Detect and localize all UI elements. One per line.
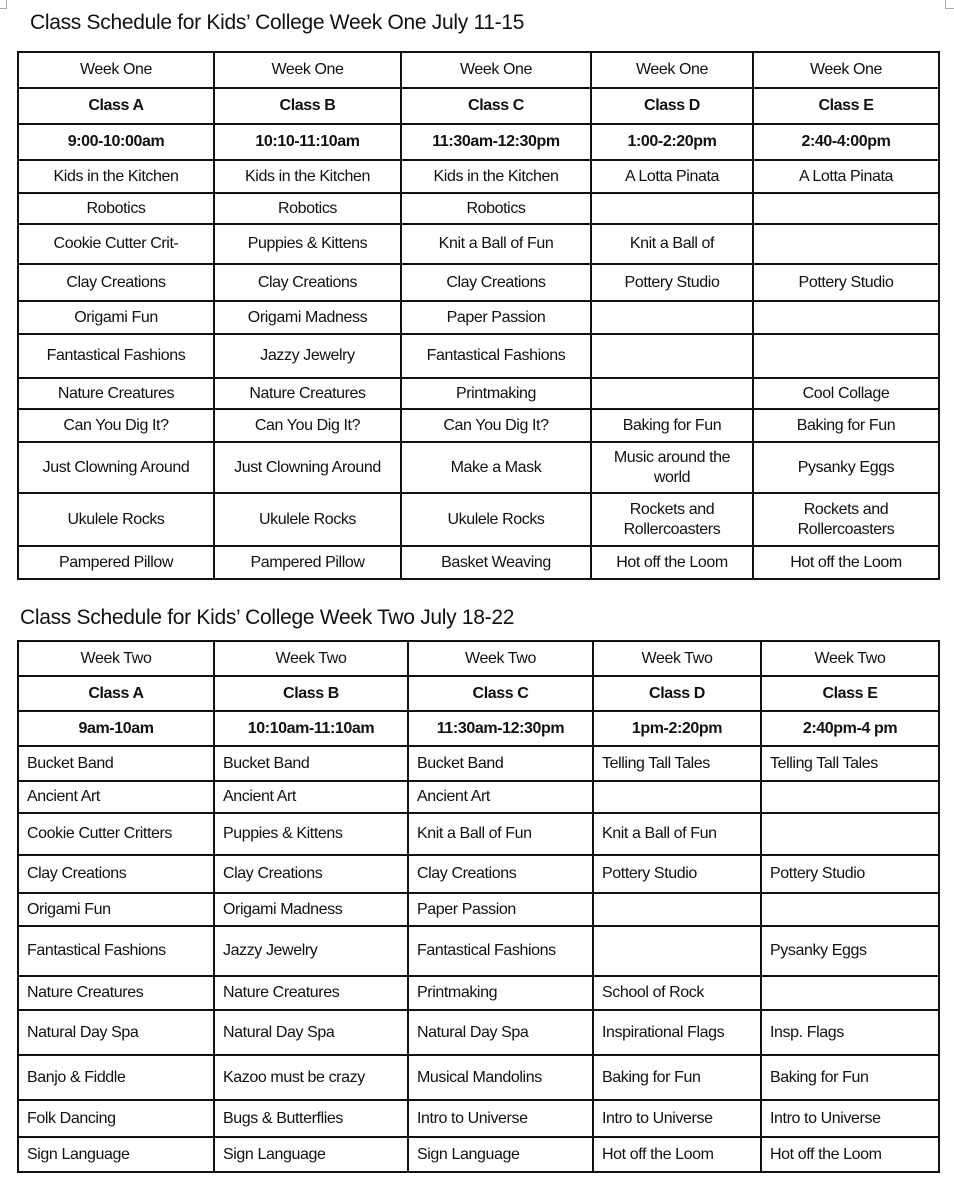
class-cell (761, 893, 939, 926)
week-one-class-rows (18, 160, 939, 579)
table-row (18, 1055, 939, 1100)
class-cell: Ukulele Rocks (18, 493, 214, 546)
class-cell: Clay Creations (18, 264, 214, 301)
week-label-cell: Week Two (214, 641, 408, 676)
class-cell: Origami Fun (18, 893, 214, 926)
class-cell: Can You Dig It? (214, 409, 401, 442)
class-cell: Kazoo must be crazy (214, 1055, 408, 1100)
class-cell: Paper Passion (408, 893, 593, 926)
class-label-cell: Class A (18, 676, 214, 711)
class-cell: Clay Creations (214, 855, 408, 893)
class-cell: Paper Passion (401, 301, 591, 334)
class-cell: Pottery Studio (591, 264, 753, 301)
class-cell: A Lotta Pinata (753, 160, 939, 193)
table-row (18, 976, 939, 1010)
class-cell: Clay Creations (214, 264, 401, 301)
crop-mark-left (0, 0, 7, 9)
table-row (18, 493, 939, 546)
class-cell: Cool Collage (753, 378, 939, 409)
class-cell: Puppies & Kittens (214, 224, 401, 264)
class-cell: Ukulele Rocks (214, 493, 401, 546)
class-cell: Kids in the Kitchen (401, 160, 591, 193)
week-label-cell: Week Two (761, 641, 939, 676)
class-cell: Intro to Universe (761, 1100, 939, 1137)
crop-mark-right (945, 0, 954, 9)
class-cell: Pysanky Eggs (761, 926, 939, 976)
class-cell: Natural Day Spa (18, 1010, 214, 1055)
class-label-cell: Class E (761, 676, 939, 711)
class-cell: Natural Day Spa (408, 1010, 593, 1055)
class-cell: Fantastical Fashions (18, 334, 214, 378)
class-label-cell: Class E (753, 88, 939, 124)
class-cell (761, 976, 939, 1010)
week-label-cell: Week Two (593, 641, 761, 676)
week-label-cell: Week One (753, 52, 939, 88)
class-cell: Origami Madness (214, 301, 401, 334)
class-cell (591, 334, 753, 378)
table-row (18, 781, 939, 813)
class-label-cell: Class A (18, 88, 214, 124)
class-cell: Robotics (214, 193, 401, 224)
class-cell: Nature Creatures (214, 976, 408, 1010)
class-cell: Printmaking (408, 976, 593, 1010)
time-slot-cell: 1:00-2:20pm (591, 124, 753, 160)
class-cell: Intro to Universe (593, 1100, 761, 1137)
table-row (18, 855, 939, 893)
class-cell (591, 193, 753, 224)
time-slot-cell: 9:00-10:00am (18, 124, 214, 160)
class-cell: Telling Tall Tales (761, 746, 939, 781)
class-cell (753, 224, 939, 264)
class-cell: Knit a Ball of (591, 224, 753, 264)
time-slot-cell: 1pm-2:20pm (593, 711, 761, 746)
class-cell: Kids in the Kitchen (214, 160, 401, 193)
class-label-cell: Class B (214, 88, 401, 124)
class-cell: Pottery Studio (593, 855, 761, 893)
week-label-cell: Week One (401, 52, 591, 88)
class-label-cell: Class D (591, 88, 753, 124)
week-label-cell: Week One (591, 52, 753, 88)
class-cell: Jazzy Jewelry (214, 334, 401, 378)
time-slot-cell: 2:40pm-4 pm (761, 711, 939, 746)
class-cell: Nature Creatures (214, 378, 401, 409)
class-cell: Nature Creatures (18, 378, 214, 409)
table-row (18, 193, 939, 224)
week-two-class-rows (18, 746, 939, 1172)
class-cell: Robotics (401, 193, 591, 224)
table-row (18, 926, 939, 976)
class-cell: School of Rock (593, 976, 761, 1010)
week-label-row (18, 52, 939, 88)
class-cell: Hot off the Loom (761, 1137, 939, 1172)
class-cell: Bugs & Butterflies (214, 1100, 408, 1137)
class-cell: Sign Language (18, 1137, 214, 1172)
class-cell: Baking for Fun (761, 1055, 939, 1100)
table-row (18, 1010, 939, 1055)
class-cell: Bucket Band (18, 746, 214, 781)
class-cell (753, 301, 939, 334)
week-label-cell: Week Two (18, 641, 214, 676)
class-cell: Just Clowning Around (18, 442, 214, 493)
table-row (18, 378, 939, 409)
class-label-cell: Class D (593, 676, 761, 711)
class-cell: Folk Dancing (18, 1100, 214, 1137)
class-label-row (18, 88, 939, 124)
class-cell: Origami Fun (18, 301, 214, 334)
time-slot-cell: 11:30am-12:30pm (401, 124, 591, 160)
class-cell: Pampered Pillow (214, 546, 401, 579)
class-cell (753, 193, 939, 224)
class-cell: Jazzy Jewelry (214, 926, 408, 976)
class-cell: Can You Dig It? (18, 409, 214, 442)
class-cell: Rockets and Rollercoasters (753, 493, 939, 546)
class-cell: Make a Mask (401, 442, 591, 493)
class-cell: Just Clowning Around (214, 442, 401, 493)
class-label-row (18, 676, 939, 711)
class-cell: Fantastical Fashions (408, 926, 593, 976)
table-row (18, 301, 939, 334)
class-cell: Rockets and Rollercoasters (591, 493, 753, 546)
class-cell (591, 378, 753, 409)
week-two-title: Class Schedule for Kids’ College Week Two July 18-22 (20, 606, 515, 629)
class-cell: Baking for Fun (753, 409, 939, 442)
week-label-cell: Week One (214, 52, 401, 88)
class-cell: Pampered Pillow (18, 546, 214, 579)
week-label-cell: Week Two (408, 641, 593, 676)
class-cell: Printmaking (401, 378, 591, 409)
class-cell: Sign Language (408, 1137, 593, 1172)
class-cell: Clay Creations (401, 264, 591, 301)
class-cell: Kids in the Kitchen (18, 160, 214, 193)
class-cell: Natural Day Spa (214, 1010, 408, 1055)
table-row (18, 546, 939, 579)
class-cell: Ancient Art (214, 781, 408, 813)
class-cell: Fantastical Fashions (401, 334, 591, 378)
class-cell (593, 781, 761, 813)
class-cell: Puppies & Kittens (214, 813, 408, 855)
week-one-schedule-table (17, 51, 940, 580)
class-cell: Knit a Ball of Fun (408, 813, 593, 855)
class-cell: Knit a Ball of Fun (593, 813, 761, 855)
class-cell: Fantastical Fashions (18, 926, 214, 976)
class-label-cell: Class C (408, 676, 593, 711)
table-row (18, 334, 939, 378)
class-cell: Nature Creatures (18, 976, 214, 1010)
class-cell: Music around the world (591, 442, 753, 493)
class-cell: Intro to Universe (408, 1100, 593, 1137)
class-cell: A Lotta Pinata (591, 160, 753, 193)
time-slot-cell: 9am-10am (18, 711, 214, 746)
week-label-cell: Week One (18, 52, 214, 88)
table-row (18, 224, 939, 264)
class-cell: Ancient Art (18, 781, 214, 813)
class-cell: Banjo & Fiddle (18, 1055, 214, 1100)
class-cell (591, 301, 753, 334)
class-cell: Origami Madness (214, 893, 408, 926)
table-row (18, 160, 939, 193)
class-cell (593, 893, 761, 926)
week-two-schedule-table (17, 640, 940, 1173)
table-row (18, 893, 939, 926)
table-row (18, 1137, 939, 1172)
table-row (18, 264, 939, 301)
class-cell: Insp. Flags (761, 1010, 939, 1055)
table-row (18, 409, 939, 442)
class-label-cell: Class B (214, 676, 408, 711)
class-cell (761, 781, 939, 813)
class-cell: Musical Mandolins (408, 1055, 593, 1100)
class-cell: Hot off the Loom (593, 1137, 761, 1172)
class-cell: Ancient Art (408, 781, 593, 813)
class-cell: Pottery Studio (753, 264, 939, 301)
class-cell: Bucket Band (408, 746, 593, 781)
class-cell: Sign Language (214, 1137, 408, 1172)
time-slot-cell: 10:10-11:10am (214, 124, 401, 160)
class-cell: Hot off the Loom (591, 546, 753, 579)
class-cell: Hot off the Loom (753, 546, 939, 579)
table-row (18, 746, 939, 781)
class-cell: Pysanky Eggs (753, 442, 939, 493)
class-cell: Clay Creations (18, 855, 214, 893)
class-cell: Basket Weaving (401, 546, 591, 579)
class-cell: Telling Tall Tales (593, 746, 761, 781)
time-slot-cell: 2:40-4:00pm (753, 124, 939, 160)
class-cell: Cookie Cutter Critters (18, 813, 214, 855)
class-cell: Cookie Cutter Crit- (18, 224, 214, 264)
time-slot-row (18, 124, 939, 160)
class-cell (761, 813, 939, 855)
table-row (18, 1100, 939, 1137)
class-cell: Can You Dig It? (401, 409, 591, 442)
class-cell (593, 926, 761, 976)
time-slot-row (18, 711, 939, 746)
class-cell: Ukulele Rocks (401, 493, 591, 546)
class-cell: Knit a Ball of Fun (401, 224, 591, 264)
table-row (18, 442, 939, 493)
table-row (18, 813, 939, 855)
class-cell: Inspirational Flags (593, 1010, 761, 1055)
class-cell: Robotics (18, 193, 214, 224)
week-one-title: Class Schedule for Kids’ College Week One July 11-15 (30, 11, 525, 34)
class-cell: Baking for Fun (593, 1055, 761, 1100)
class-cell (753, 334, 939, 378)
class-cell: Clay Creations (408, 855, 593, 893)
class-cell: Bucket Band (214, 746, 408, 781)
class-cell: Pottery Studio (761, 855, 939, 893)
week-label-row (18, 641, 939, 676)
class-cell: Baking for Fun (591, 409, 753, 442)
time-slot-cell: 10:10am-11:10am (214, 711, 408, 746)
time-slot-cell: 11:30am-12:30pm (408, 711, 593, 746)
class-label-cell: Class C (401, 88, 591, 124)
